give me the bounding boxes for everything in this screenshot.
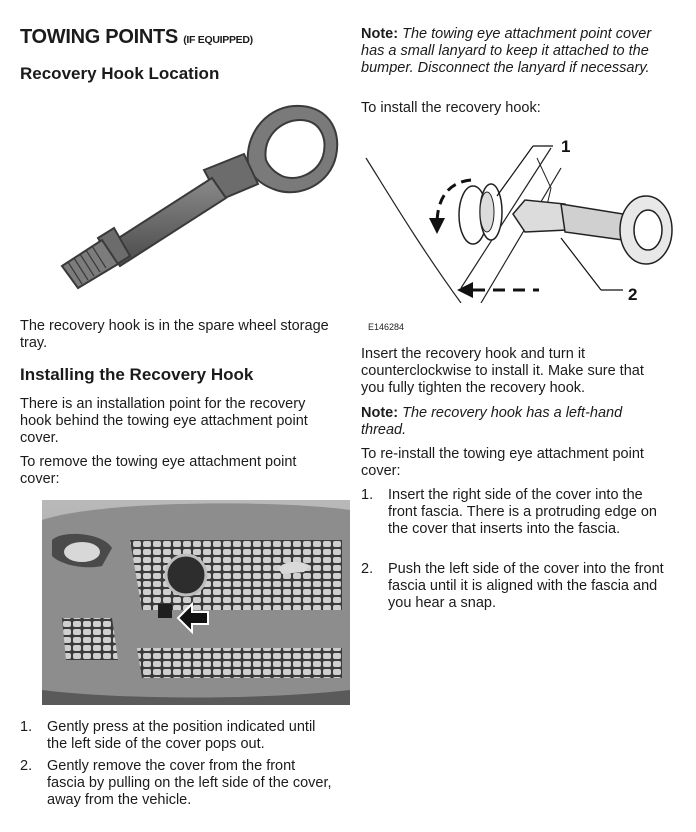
vehicle-front-photo xyxy=(42,500,350,705)
reinstall-intro-text: To re-install the towing eye attachment point cover: xyxy=(361,446,644,479)
title-text: TOWING POINTS xyxy=(20,26,178,48)
step-number: 2. xyxy=(361,561,374,577)
note-label: Note: xyxy=(361,405,399,421)
hook-location-text: The recovery hook is in the spare wheel storage tray. xyxy=(20,318,329,351)
title-suffix: (IF EQUIPPED) xyxy=(183,34,253,46)
step-text: Insert the right side of the cover into the front fascia. There is a protruding edge on the cover that inserts into the fascia. xyxy=(388,487,657,537)
installing-heading: Installing the Recovery Hook xyxy=(20,365,254,384)
note-text: The towing eye attachment point cover has a small lanyard to keep it attached to the bumper. Disconnect the lanyard if necessary. xyxy=(361,26,652,76)
step-text: Gently remove the cover from the front fascia by pulling on the left side of the cover, away from the vehicle. xyxy=(47,758,332,808)
page-title xyxy=(20,26,253,49)
install-intro-text: There is an installation point for the recovery hook behind the towing eye attachment point cover. xyxy=(20,396,308,446)
callout-2: 2 xyxy=(628,285,638,303)
step-number: 2. xyxy=(20,758,33,774)
note-lanyard xyxy=(361,26,661,77)
note-label: Note: xyxy=(361,26,399,42)
remove-intro-text: To remove the towing eye attachment point cover: xyxy=(20,454,297,487)
step-number: 1. xyxy=(361,487,374,503)
insert-hook-text: Insert the recovery hook and turn it counterclockwise to install it. Make sure that you fully tighten the recovery hook. xyxy=(361,346,644,396)
figure-code: E146284 xyxy=(368,322,405,332)
note-thread xyxy=(361,405,666,439)
step-text: Gently press at the position indicated until the left side of the cover pops out. xyxy=(47,719,316,752)
callout-1: 1 xyxy=(561,137,571,156)
note-text: The recovery hook has a left-hand thread. xyxy=(361,405,623,438)
step-number: 1. xyxy=(20,719,33,735)
hook-install-diagram xyxy=(361,128,676,303)
install-hook-intro: To install the recovery hook: xyxy=(361,100,541,116)
step-text: Push the left side of the cover into the front fascia until it is aligned with the fascia and you hear a snap. xyxy=(388,561,664,611)
recovery-hook-illustration xyxy=(44,98,344,290)
recovery-hook-location-heading: Recovery Hook Location xyxy=(20,64,220,83)
